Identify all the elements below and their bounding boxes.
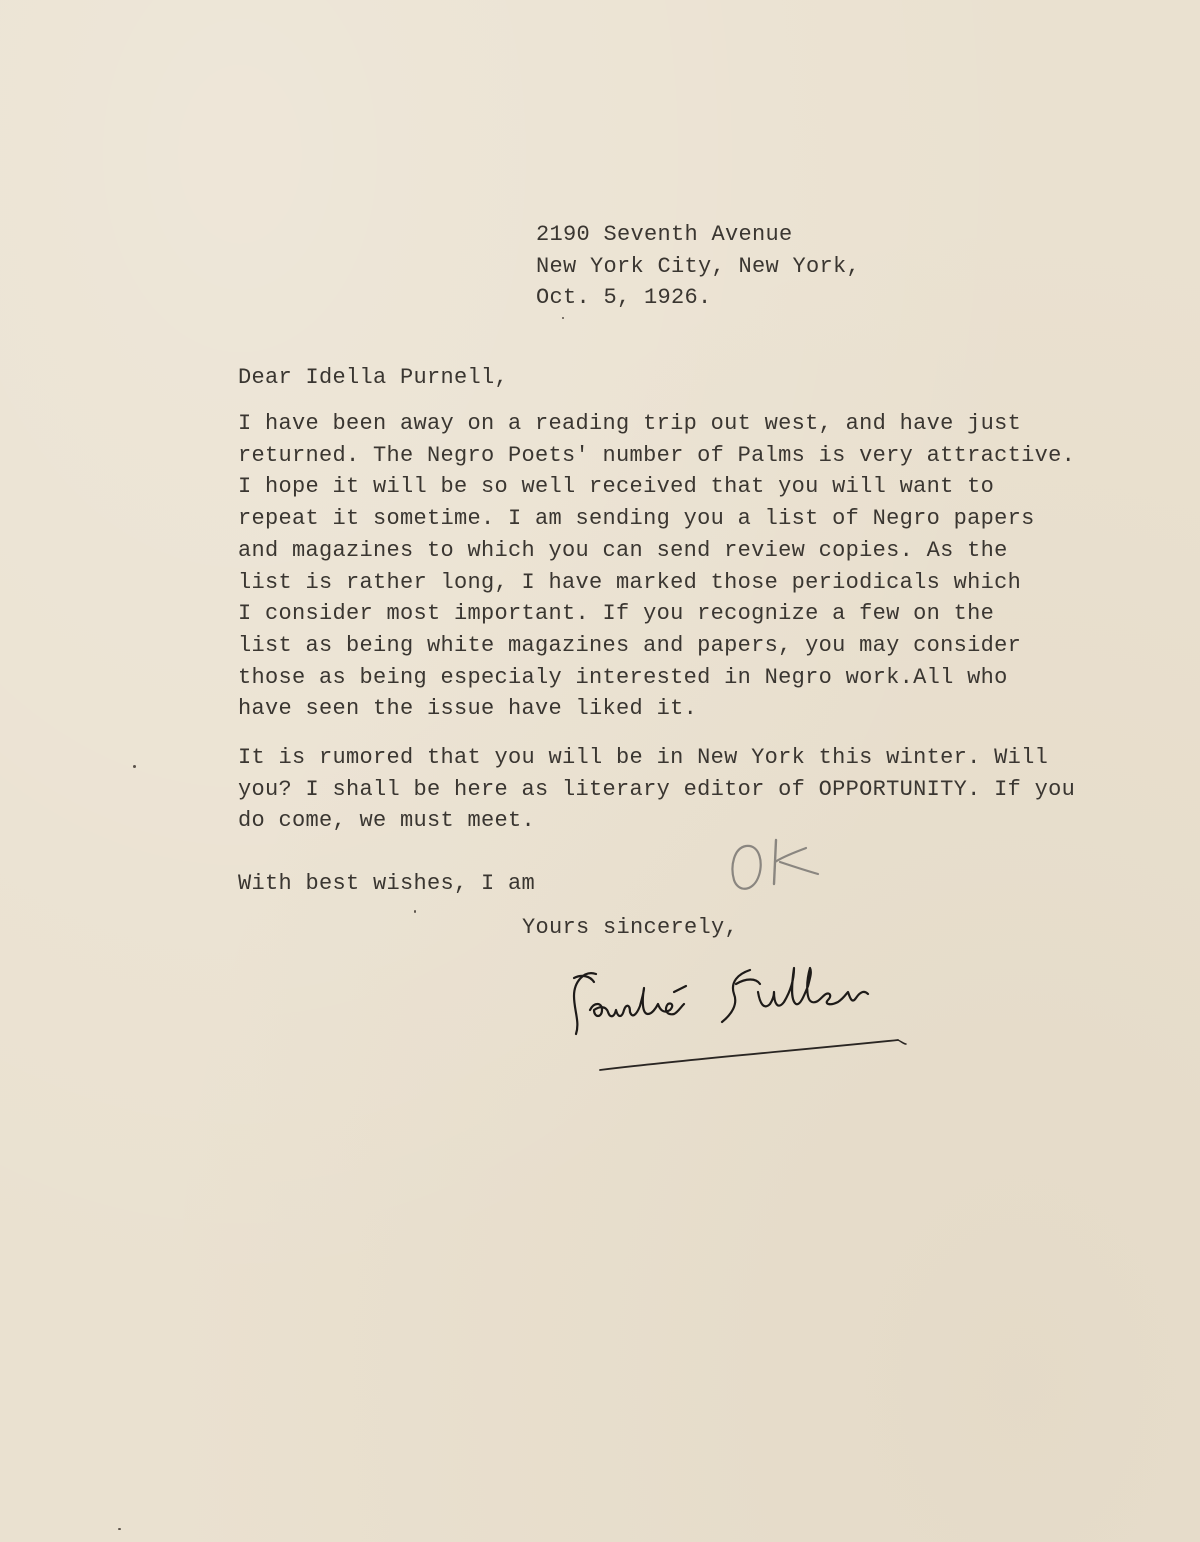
letter-date: Oct. 5, 1926.	[536, 285, 712, 311]
paragraph-line: returned. The Negro Poets' number of Palms is very attractive.	[238, 442, 1076, 468]
paragraph-line: those as being especialy interested in Negro work.All who	[238, 664, 1008, 690]
paragraph-line: you? I shall be here as literary editor of OPPORTUNITY. If you	[238, 776, 1076, 802]
paragraph-line: have seen the issue have liked it.	[238, 696, 698, 722]
paper-speck	[562, 317, 564, 319]
handwritten-signature	[560, 948, 920, 1078]
paper-speck	[133, 765, 136, 768]
sender-address	[536, 219, 860, 314]
address-line-city: New York City, New York,	[536, 253, 861, 279]
paragraph-line: list as being white magazines and papers, you may consider	[238, 632, 1022, 658]
paragraph-line: I hope it will be so well received that you will want to	[238, 474, 995, 500]
paragraph-line: do come, we must meet.	[238, 808, 536, 834]
body-paragraph-1	[238, 408, 1075, 725]
paragraph-line: list is rather long, I have marked those periodicals which	[238, 569, 1022, 595]
paper-speck	[414, 910, 416, 913]
handwritten-ok-mark	[720, 832, 840, 902]
paragraph-line: It is rumored that you will be in New York this winter. Will	[238, 745, 1049, 770]
address-line-street: 2190 Seventh Avenue	[536, 222, 793, 247]
valediction: Yours sincerely,	[522, 915, 739, 940]
paragraph-line: and magazines to which you can send review copies. As the	[238, 537, 1008, 563]
closing-line: With best wishes, I am	[238, 871, 536, 896]
body-paragraph-2	[238, 742, 1075, 837]
paragraph-line: repeat it sometime. I am sending you a list of Negro papers	[238, 506, 1035, 532]
paragraph-line: I have been away on a reading trip out west, and have just	[238, 411, 1022, 436]
paper-speck	[118, 1528, 121, 1530]
salutation: Dear Idella Purnell,	[238, 365, 509, 390]
paragraph-line: I consider most important. If you recognize a few on the	[238, 601, 995, 627]
